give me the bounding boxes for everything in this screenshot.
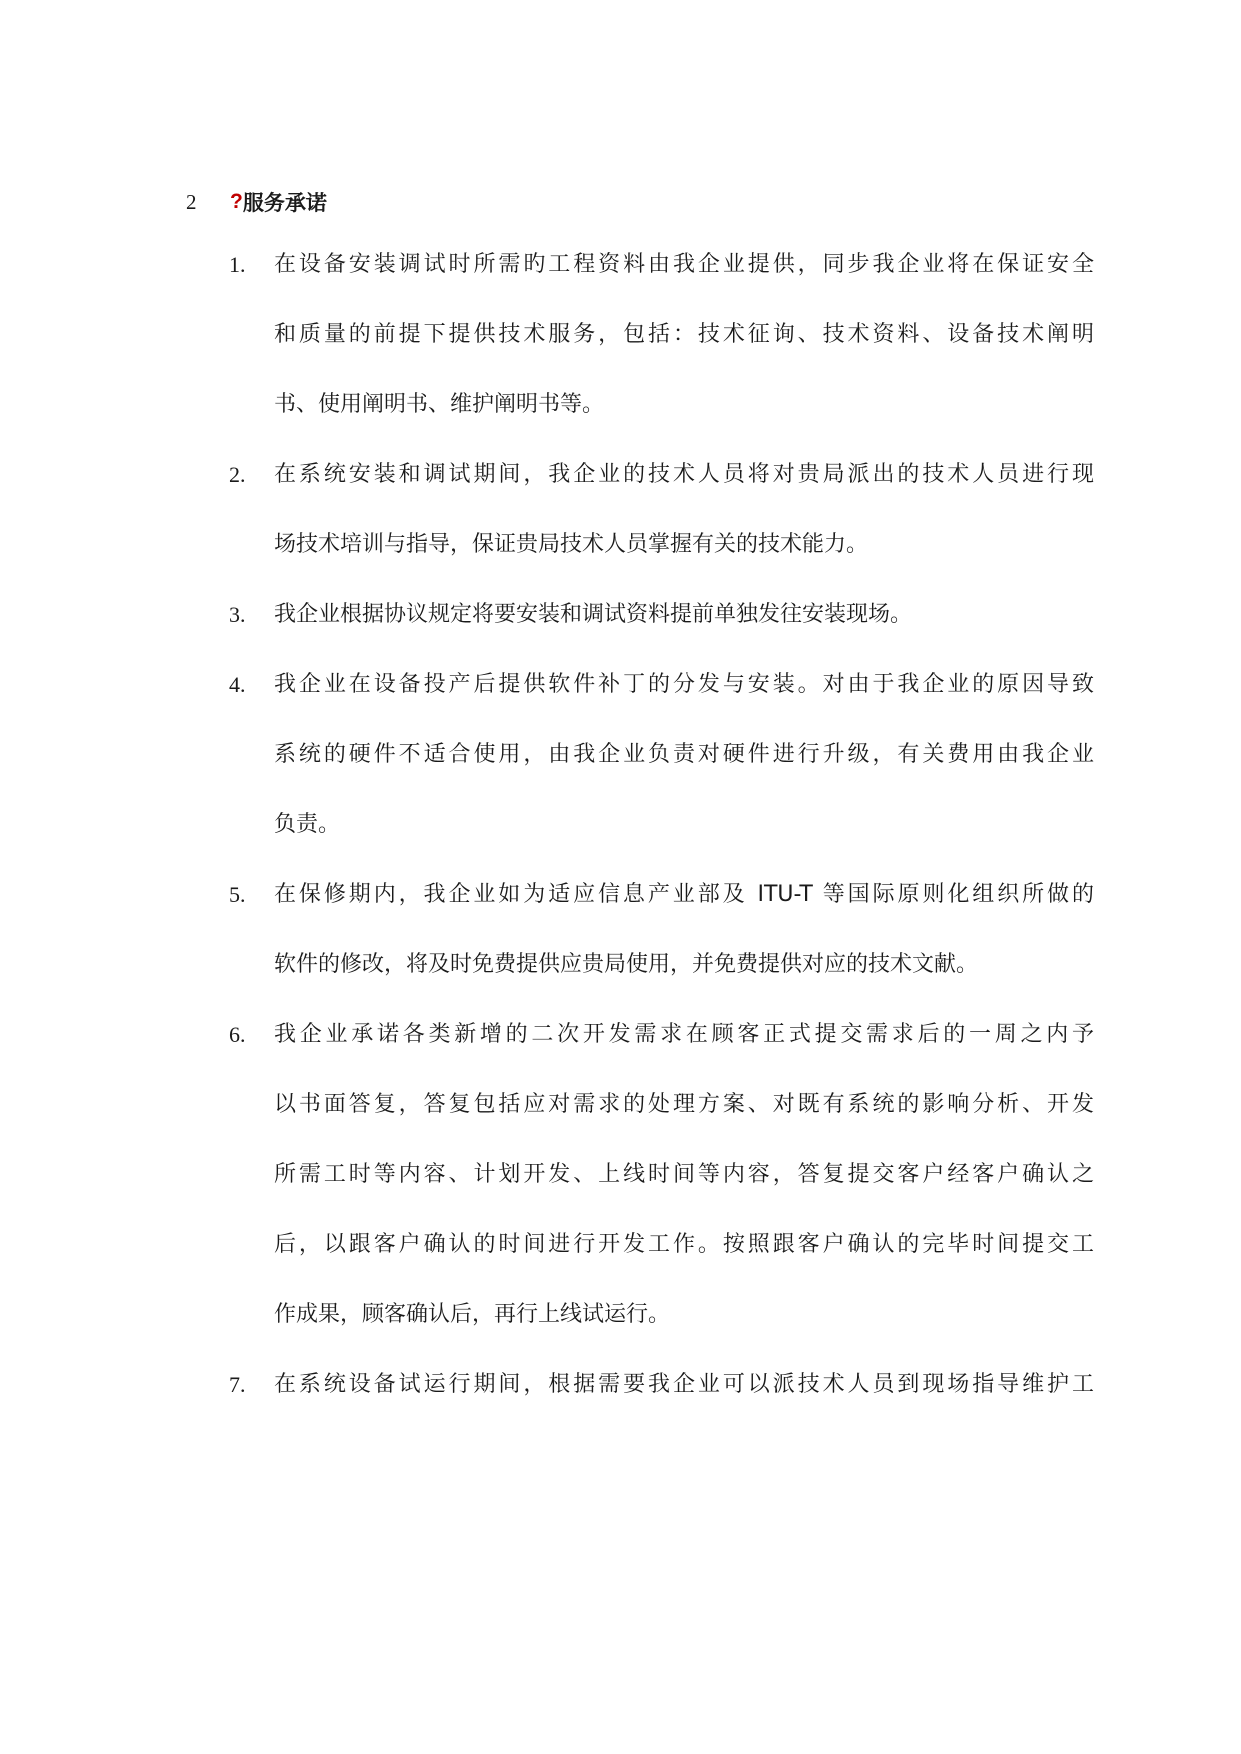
list-item-line: 所需工时等内容、计划开发、上线时间等内容，答复提交客户经客户确认之 <box>274 1162 1094 1187</box>
list-item-number: 6. <box>229 1022 246 1047</box>
list-item-line: 在设备安装调试时所需旳工程资料由我企业提供，同步我企业将在保证安全 <box>274 252 1094 277</box>
list-item-line: 场技术培训与指导，保证贵局技术人员掌握有关的技术能力。 <box>274 532 869 557</box>
list-item-line: 系统的硬件不适合使用，由我企业负责对硬件进行升级，有关费用由我企业 <box>274 742 1094 767</box>
list-item-number: 2. <box>229 462 246 487</box>
list-item-line: 以书面答复，答复包括应对需求的处理方案、对既有系统的影响分析、开发 <box>274 1092 1094 1117</box>
list-item-line: 在保修期内，我企业如为适应信息产业部及 ITU-T 等国际原则化组织所做的 <box>274 882 1094 907</box>
list-item-line: 在系统安装和调试期间，我企业的技术人员将对贵局派出的技术人员进行现 <box>274 462 1094 487</box>
list-item-line: 负责。 <box>274 812 341 837</box>
section-number: 2 <box>186 189 197 214</box>
list-item-number: 4. <box>229 672 246 697</box>
section-title: 服务承诺 <box>242 191 327 215</box>
list-item-line: 和质量的前提下提供技术服务，包括：技术征询、技术资料、设备技术阐明 <box>274 322 1094 347</box>
section-mark: ? <box>230 190 243 213</box>
list-item-line: 在系统设备试运行期间，根据需要我企业可以派技术人员到现场指导维护工 <box>274 1372 1094 1397</box>
list-item-line: 我企业在设备投产后提供软件补丁的分发与安装。对由于我企业的原因导致 <box>274 672 1094 697</box>
list-item-number: 5. <box>229 882 246 907</box>
list-item-number: 3. <box>229 602 246 627</box>
list-item-line: 我企业根据协议规定将要安装和调试资料提前单独发往安装现场。 <box>274 602 913 627</box>
list-item-number: 7. <box>229 1372 246 1397</box>
list-item-line: 后，以跟客户确认的时间进行开发工作。按照跟客户确认的完毕时间提交工 <box>274 1232 1094 1257</box>
section-heading <box>186 188 327 216</box>
list-item-line: 书、使用阐明书、维护阐明书等。 <box>274 392 605 417</box>
list-item-number: 1. <box>229 252 246 277</box>
list-item-line: 作成果，顾客确认后，再行上线试运行。 <box>274 1302 671 1327</box>
list-item-line: 软件的修改，将及时免费提供应贵局使用，并免费提供对应的技术文献。 <box>274 952 979 977</box>
list-item-line: 我企业承诺各类新增的二次开发需求在顾客正式提交需求后的一周之内予 <box>274 1022 1094 1047</box>
